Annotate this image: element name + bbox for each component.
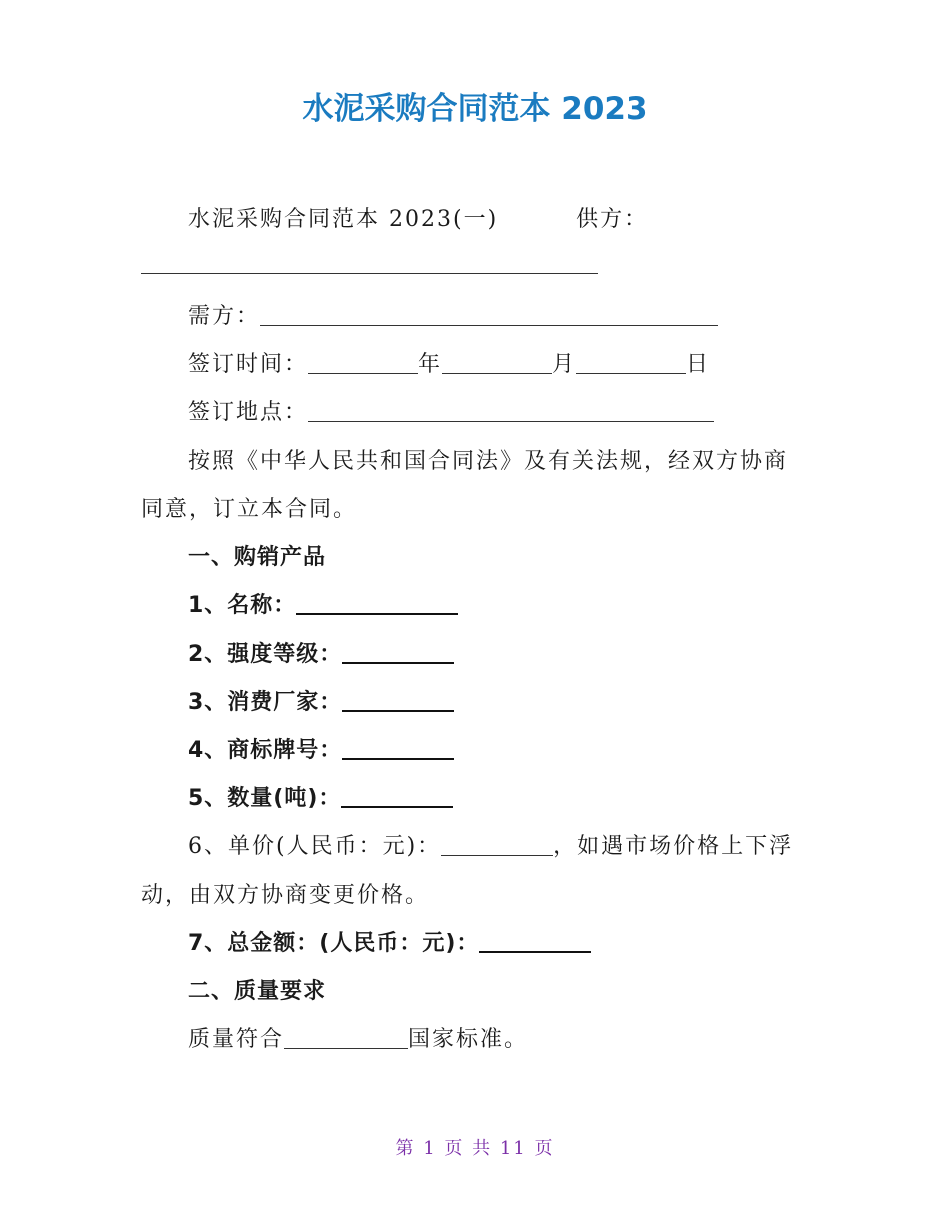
page-number-footer: 第 1 页 共 11 页 <box>395 1138 555 1159</box>
price-line-2: 动，由双方协商变更价格。 <box>141 883 430 908</box>
month-label: 月 <box>552 352 577 377</box>
item-grade-label: 2、强度等级： <box>188 642 343 667</box>
total-blank <box>479 929 591 953</box>
item-name-line <box>188 591 458 621</box>
item-name-blank <box>296 591 458 615</box>
item-brand-label: 4、商标牌号： <box>188 738 343 763</box>
item-brand-blank <box>342 736 454 760</box>
buyer-line <box>188 302 718 332</box>
year-label: 年 <box>418 352 443 377</box>
quality-line <box>188 1025 528 1055</box>
document-title: 水泥采购合同范本 2023 <box>302 91 648 127</box>
item-grade-blank <box>342 640 454 664</box>
item-brand-line <box>188 736 454 766</box>
month-blank <box>442 351 552 374</box>
item-name-label: 1、名称： <box>188 593 297 618</box>
supplier-blank <box>141 251 598 274</box>
quality-standard: 国家标准。 <box>408 1027 529 1052</box>
sign-place-line <box>188 398 714 428</box>
item-grade-line <box>188 640 454 670</box>
supplier-label: 供方： <box>576 207 649 232</box>
section1-heading: 一、购销产品 <box>188 545 327 570</box>
year-blank <box>308 351 418 374</box>
price-note: ，如遇市场价格上下浮 <box>553 834 794 859</box>
sign-place-label: 签订地点： <box>188 400 309 425</box>
item-qty-line <box>188 784 453 814</box>
day-label: 日 <box>686 352 711 377</box>
sign-place-blank <box>308 399 714 422</box>
intro-line <box>188 205 648 235</box>
item-maker-blank <box>342 688 454 712</box>
preamble-line-1: 按照《中华人民共和国合同法》及有关法规，经双方协商 <box>188 449 789 474</box>
quality-blank <box>284 1026 408 1049</box>
supplier-blank-line <box>141 250 598 280</box>
price-label: 6、单价(人民币：元)： <box>188 834 442 859</box>
quality-label: 质量符合 <box>188 1027 285 1052</box>
item-qty-blank <box>341 784 453 808</box>
total-line <box>188 929 591 959</box>
item-maker-label: 3、消费厂家： <box>188 690 343 715</box>
buyer-label: 需方： <box>188 304 261 329</box>
buyer-blank <box>260 303 718 326</box>
sign-time-label: 签订时间： <box>188 352 309 377</box>
price-line-1 <box>188 832 793 862</box>
item-qty-label: 5、数量(吨)： <box>188 786 342 811</box>
price-blank <box>441 833 553 856</box>
total-label: 7、总金额：(人民币：元)： <box>188 931 480 956</box>
section2-heading: 二、质量要求 <box>188 979 327 1004</box>
sign-time-line <box>188 350 710 380</box>
preamble-line-2: 同意，订立本合同。 <box>141 497 358 522</box>
item-maker-line <box>188 688 454 718</box>
contract-name: 水泥采购合同范本 2023(一) <box>188 207 499 232</box>
day-blank <box>576 351 686 374</box>
